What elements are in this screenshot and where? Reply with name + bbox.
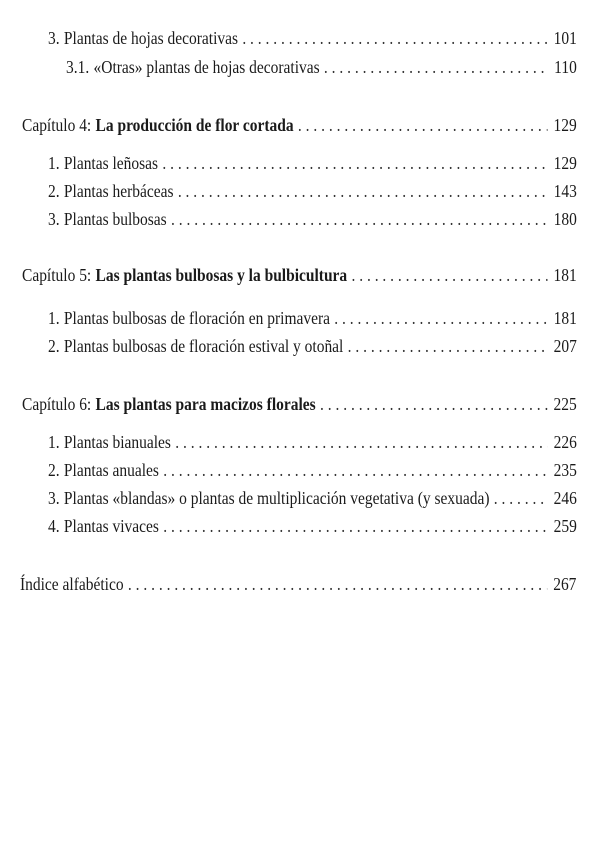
dot-leader xyxy=(163,515,547,537)
entry-page-number: 181 xyxy=(553,265,577,285)
chapter-prefix: Capítulo 4: xyxy=(22,115,92,135)
toc-entry xyxy=(48,27,577,49)
dot-leader xyxy=(320,393,547,415)
chapter-heading xyxy=(22,264,577,286)
entry-number: 4. xyxy=(48,516,60,536)
entry-title: Plantas bulbosas xyxy=(63,209,167,229)
entry-number: 2. xyxy=(48,336,60,356)
entry-page-number: 225 xyxy=(553,394,577,414)
entry-page-number: 267 xyxy=(553,574,577,594)
entry-page-number: 181 xyxy=(553,308,577,328)
entry-title: Plantas herbáceas xyxy=(63,181,174,201)
chapter-title: La producción de flor cortada xyxy=(95,115,294,135)
dot-leader xyxy=(128,573,547,595)
entry-number: 1. xyxy=(48,432,60,452)
toc-entry xyxy=(48,307,577,329)
dot-leader xyxy=(175,431,547,453)
dot-leader xyxy=(494,487,548,509)
entry-page-number: 259 xyxy=(553,516,577,536)
chapter-heading xyxy=(22,114,577,136)
entry-page-number: 207 xyxy=(553,336,577,356)
chapter-prefix: Capítulo 6: xyxy=(22,394,92,414)
toc-entry xyxy=(48,208,577,230)
entry-title: «Otras» plantas de hojas decorativas xyxy=(93,57,320,77)
entry-title: Plantas bianuales xyxy=(63,432,171,452)
entry-page-number: 246 xyxy=(553,488,577,508)
entry-title: Plantas anuales xyxy=(63,460,159,480)
toc-entry xyxy=(20,573,576,595)
chapter-heading xyxy=(22,393,577,415)
toc-entry xyxy=(48,515,577,537)
entry-number: 3. xyxy=(48,209,60,229)
entry-title: Plantas «blandas» o plantas de multiplicación vegetativa (y sexuada) xyxy=(63,488,490,508)
dot-leader xyxy=(348,335,548,357)
entry-title: Plantas leñosas xyxy=(63,153,159,173)
entry-page-number: 110 xyxy=(554,57,577,77)
dot-leader xyxy=(171,208,548,230)
dot-leader xyxy=(178,180,548,202)
entry-number: 3.1. xyxy=(66,57,90,77)
entry-title: Plantas bulbosas de floración en primavera xyxy=(63,308,330,328)
entry-page-number: 143 xyxy=(553,181,577,201)
dot-leader xyxy=(351,264,547,286)
entry-page-number: 235 xyxy=(553,460,577,480)
entry-page-number: 180 xyxy=(553,209,577,229)
toc-entry xyxy=(48,335,577,357)
dot-leader xyxy=(324,56,548,78)
dot-leader xyxy=(162,152,547,174)
toc-entry xyxy=(48,487,577,509)
toc-entry xyxy=(66,56,577,78)
entry-number: 1. xyxy=(48,153,60,173)
entry-number: 3. xyxy=(48,488,60,508)
entry-page-number: 129 xyxy=(553,115,577,135)
entry-number: 3. xyxy=(48,28,60,48)
toc-entry xyxy=(48,459,577,481)
entry-page-number: 129 xyxy=(553,153,577,173)
entry-number: 2. xyxy=(48,460,60,480)
entry-page-number: 101 xyxy=(553,28,577,48)
dot-leader xyxy=(242,27,547,49)
dot-leader xyxy=(298,114,548,136)
chapter-prefix: Capítulo 5: xyxy=(22,265,92,285)
entry-title: Plantas bulbosas de floración estival y otoñal xyxy=(63,336,344,356)
entry-title: Índice alfabético xyxy=(20,574,124,594)
toc-entry xyxy=(48,431,577,453)
chapter-title: Las plantas bulbosas y la bulbicultura xyxy=(95,265,348,285)
entry-title: Plantas vivaces xyxy=(63,516,159,536)
entry-page-number: 226 xyxy=(553,432,577,452)
toc-entry xyxy=(48,180,577,202)
dot-leader xyxy=(334,307,547,329)
toc-entry xyxy=(48,152,577,174)
entry-number: 1. xyxy=(48,308,60,328)
chapter-title: Las plantas para macizos florales xyxy=(95,394,316,414)
entry-title: Plantas de hojas decorativas xyxy=(63,28,239,48)
dot-leader xyxy=(163,459,547,481)
entry-number: 2. xyxy=(48,181,60,201)
